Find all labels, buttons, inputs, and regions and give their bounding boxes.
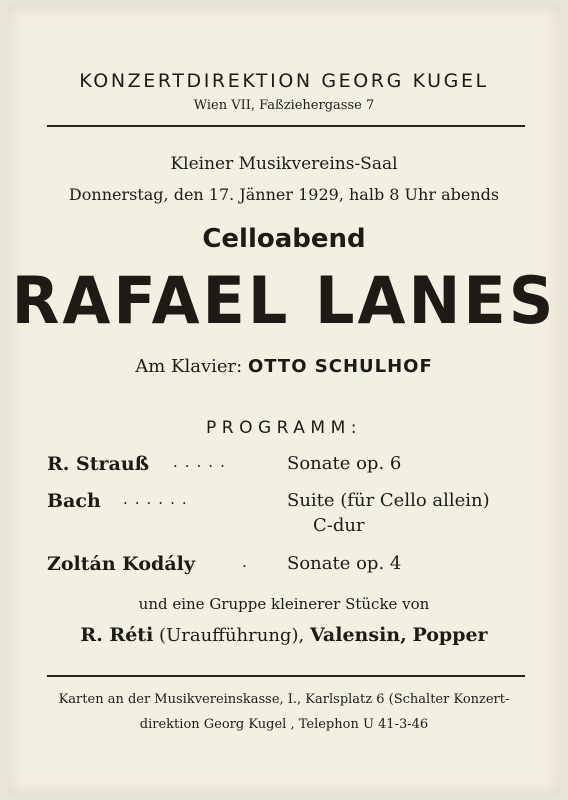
- additional-composers: [0, 624, 568, 646]
- programme-item: [47, 490, 537, 536]
- agency-address: Wien VII, Faßziehergasse 7: [193, 98, 375, 113]
- bottom-divider: [47, 675, 525, 677]
- leader-dots: ......: [123, 490, 194, 508]
- leader-dots: .: [242, 553, 254, 571]
- venue: Kleiner Musikvereins-Saal: [170, 154, 398, 174]
- programme-item: [47, 453, 537, 483]
- work-title: Sonate op. 6: [287, 453, 402, 474]
- composer: R. Strauß: [47, 453, 150, 475]
- composer: Valensin,: [309, 624, 407, 646]
- programme-heading: PROGRAMM:: [206, 418, 362, 438]
- top-divider: [47, 125, 525, 127]
- composer: R. Réti: [80, 624, 154, 646]
- performer-name: RAFAEL LANES: [11, 262, 557, 339]
- work-title-line2: C-dur: [313, 515, 365, 536]
- event-date: Donnerstag, den 17. Jänner 1929, halb 8 Uhr abends: [68, 185, 500, 204]
- ticket-info: Karten an der Musikvereinskasse, I., Karlsplatz 6 (Schalter Konzert-: [58, 692, 510, 707]
- piano-label: Am Klavier:: [135, 356, 243, 377]
- leader-dots: .....: [173, 453, 232, 471]
- ticket-info-line2: direktion Georg Kugel , Telephon U 41-3-46: [139, 717, 429, 732]
- pianist-line: [0, 356, 568, 377]
- composer: Zoltán Kodály: [47, 553, 195, 575]
- programme-item: [47, 553, 537, 583]
- premiere-note: (Uraufführung),: [159, 625, 305, 646]
- pianist-name: OTTO SCHULHOF: [247, 356, 433, 377]
- work-title: Sonate op. 4: [287, 553, 402, 574]
- composer: Bach: [47, 490, 101, 512]
- work-title: Suite (für Cello allein): [287, 490, 490, 511]
- event-title: Celloabend: [202, 224, 366, 254]
- group-line: und eine Gruppe kleinerer Stücke von: [138, 595, 430, 613]
- composer: Popper: [412, 624, 488, 646]
- agency-name: KONZERTDIREKTION GEORG KUGEL: [79, 70, 489, 92]
